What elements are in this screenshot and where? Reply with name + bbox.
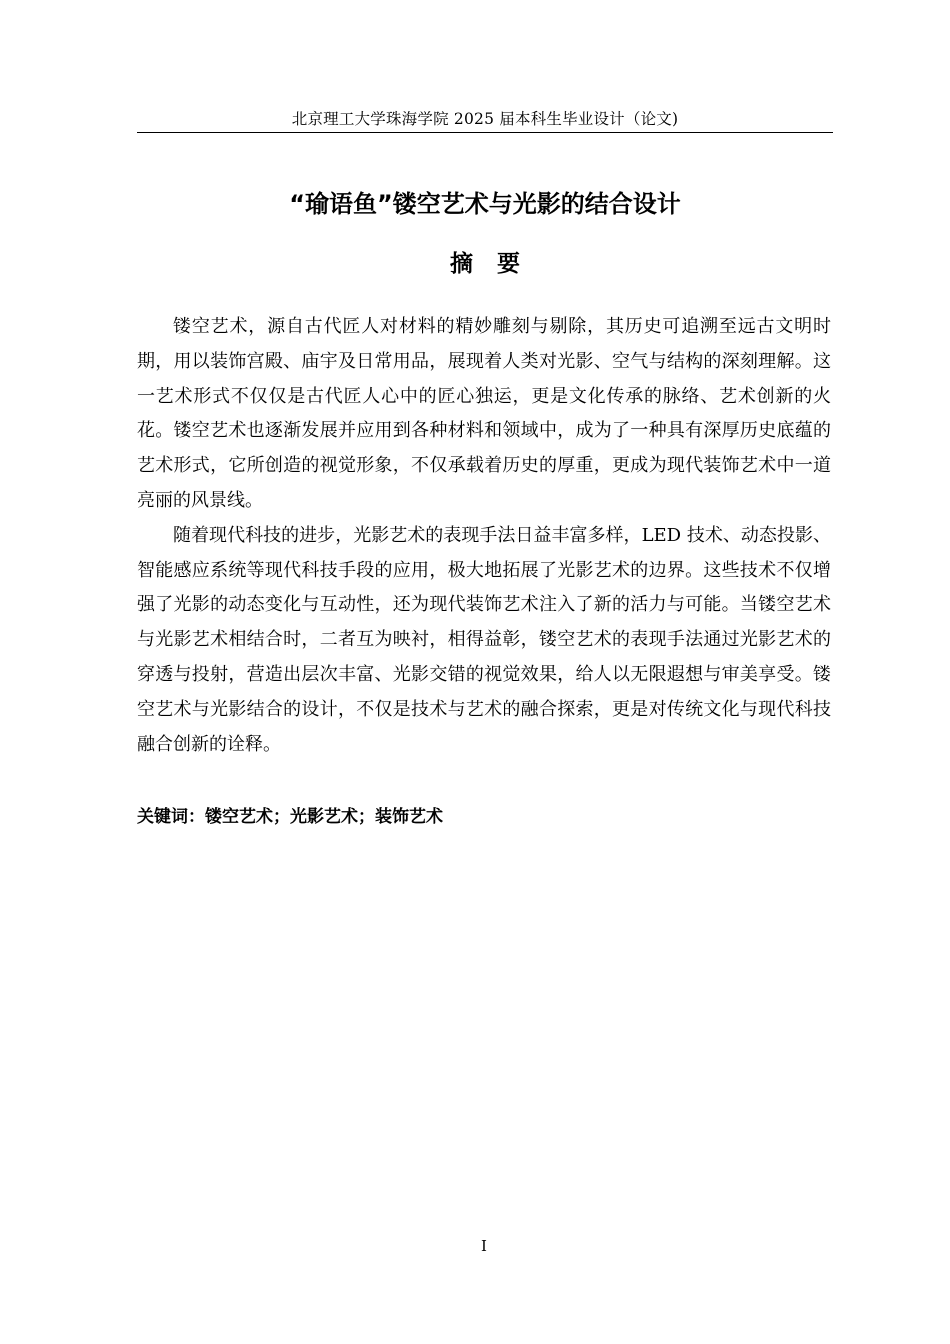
abstract-heading: [137, 246, 833, 282]
keywords-line: 关键词：镂空艺术；光影艺术；装饰艺术: [137, 807, 443, 827]
abstract-paragraph-1: 镂空艺术，源自古代匠人对材料的精妙雕刻与剔除，其历史可追溯至远古文明时期，用以装饰宫殿、庙宇及日常用品，展现着人类对光影、空气与结构的深刻理解。这一艺术形式不仅仅是古代匠人心中的匠心独运，更是文化传承的脉络、艺术创新的火花。镂空艺术也逐渐发展并应用到各种材料和领域中，成为了一种具有深厚历史底蕴的艺术形式，它所创造的视觉形象，不仅承载着历史的厚重，更成为现代装饰艺术中一道亮丽的风景线。: [137, 316, 831, 511]
running-header-text: 北京理工大学珠海学院 2025 届本科生毕业设计（论文): [291, 110, 679, 128]
abstract-heading-char-1: 摘: [450, 251, 473, 277]
abstract-paragraph-2: 随着现代科技的进步，光影艺术的表现手法日益丰富多样，LED 技术、动态投影、智能感应系统等现代科技手段的应用，极大地拓展了光影艺术的边界。这些技术不仅增强了光影的动态变化与互动性，还为现代装饰艺术注入了新的活力与可能。当镂空艺术与光影艺术相结合时，二者互为映衬，相得益彰，镂空艺术的表现手法通过光影艺术的穿透与投射，营造出层次丰富、光影交错的视觉效果，给人以无限遐想与审美享受。镂空艺术与光影结合的设计，不仅是技术与艺术的融合探索，更是对传统文化与现代科技融合创新的诠释。: [137, 524, 831, 755]
abstract-body: [137, 310, 831, 762]
running-header: [137, 108, 833, 133]
document-title: “瑜语鱼”镂空艺术与光影的结合设计: [289, 190, 681, 218]
abstract-heading-char-2: 要: [497, 251, 520, 277]
page-number: I: [481, 1237, 487, 1255]
